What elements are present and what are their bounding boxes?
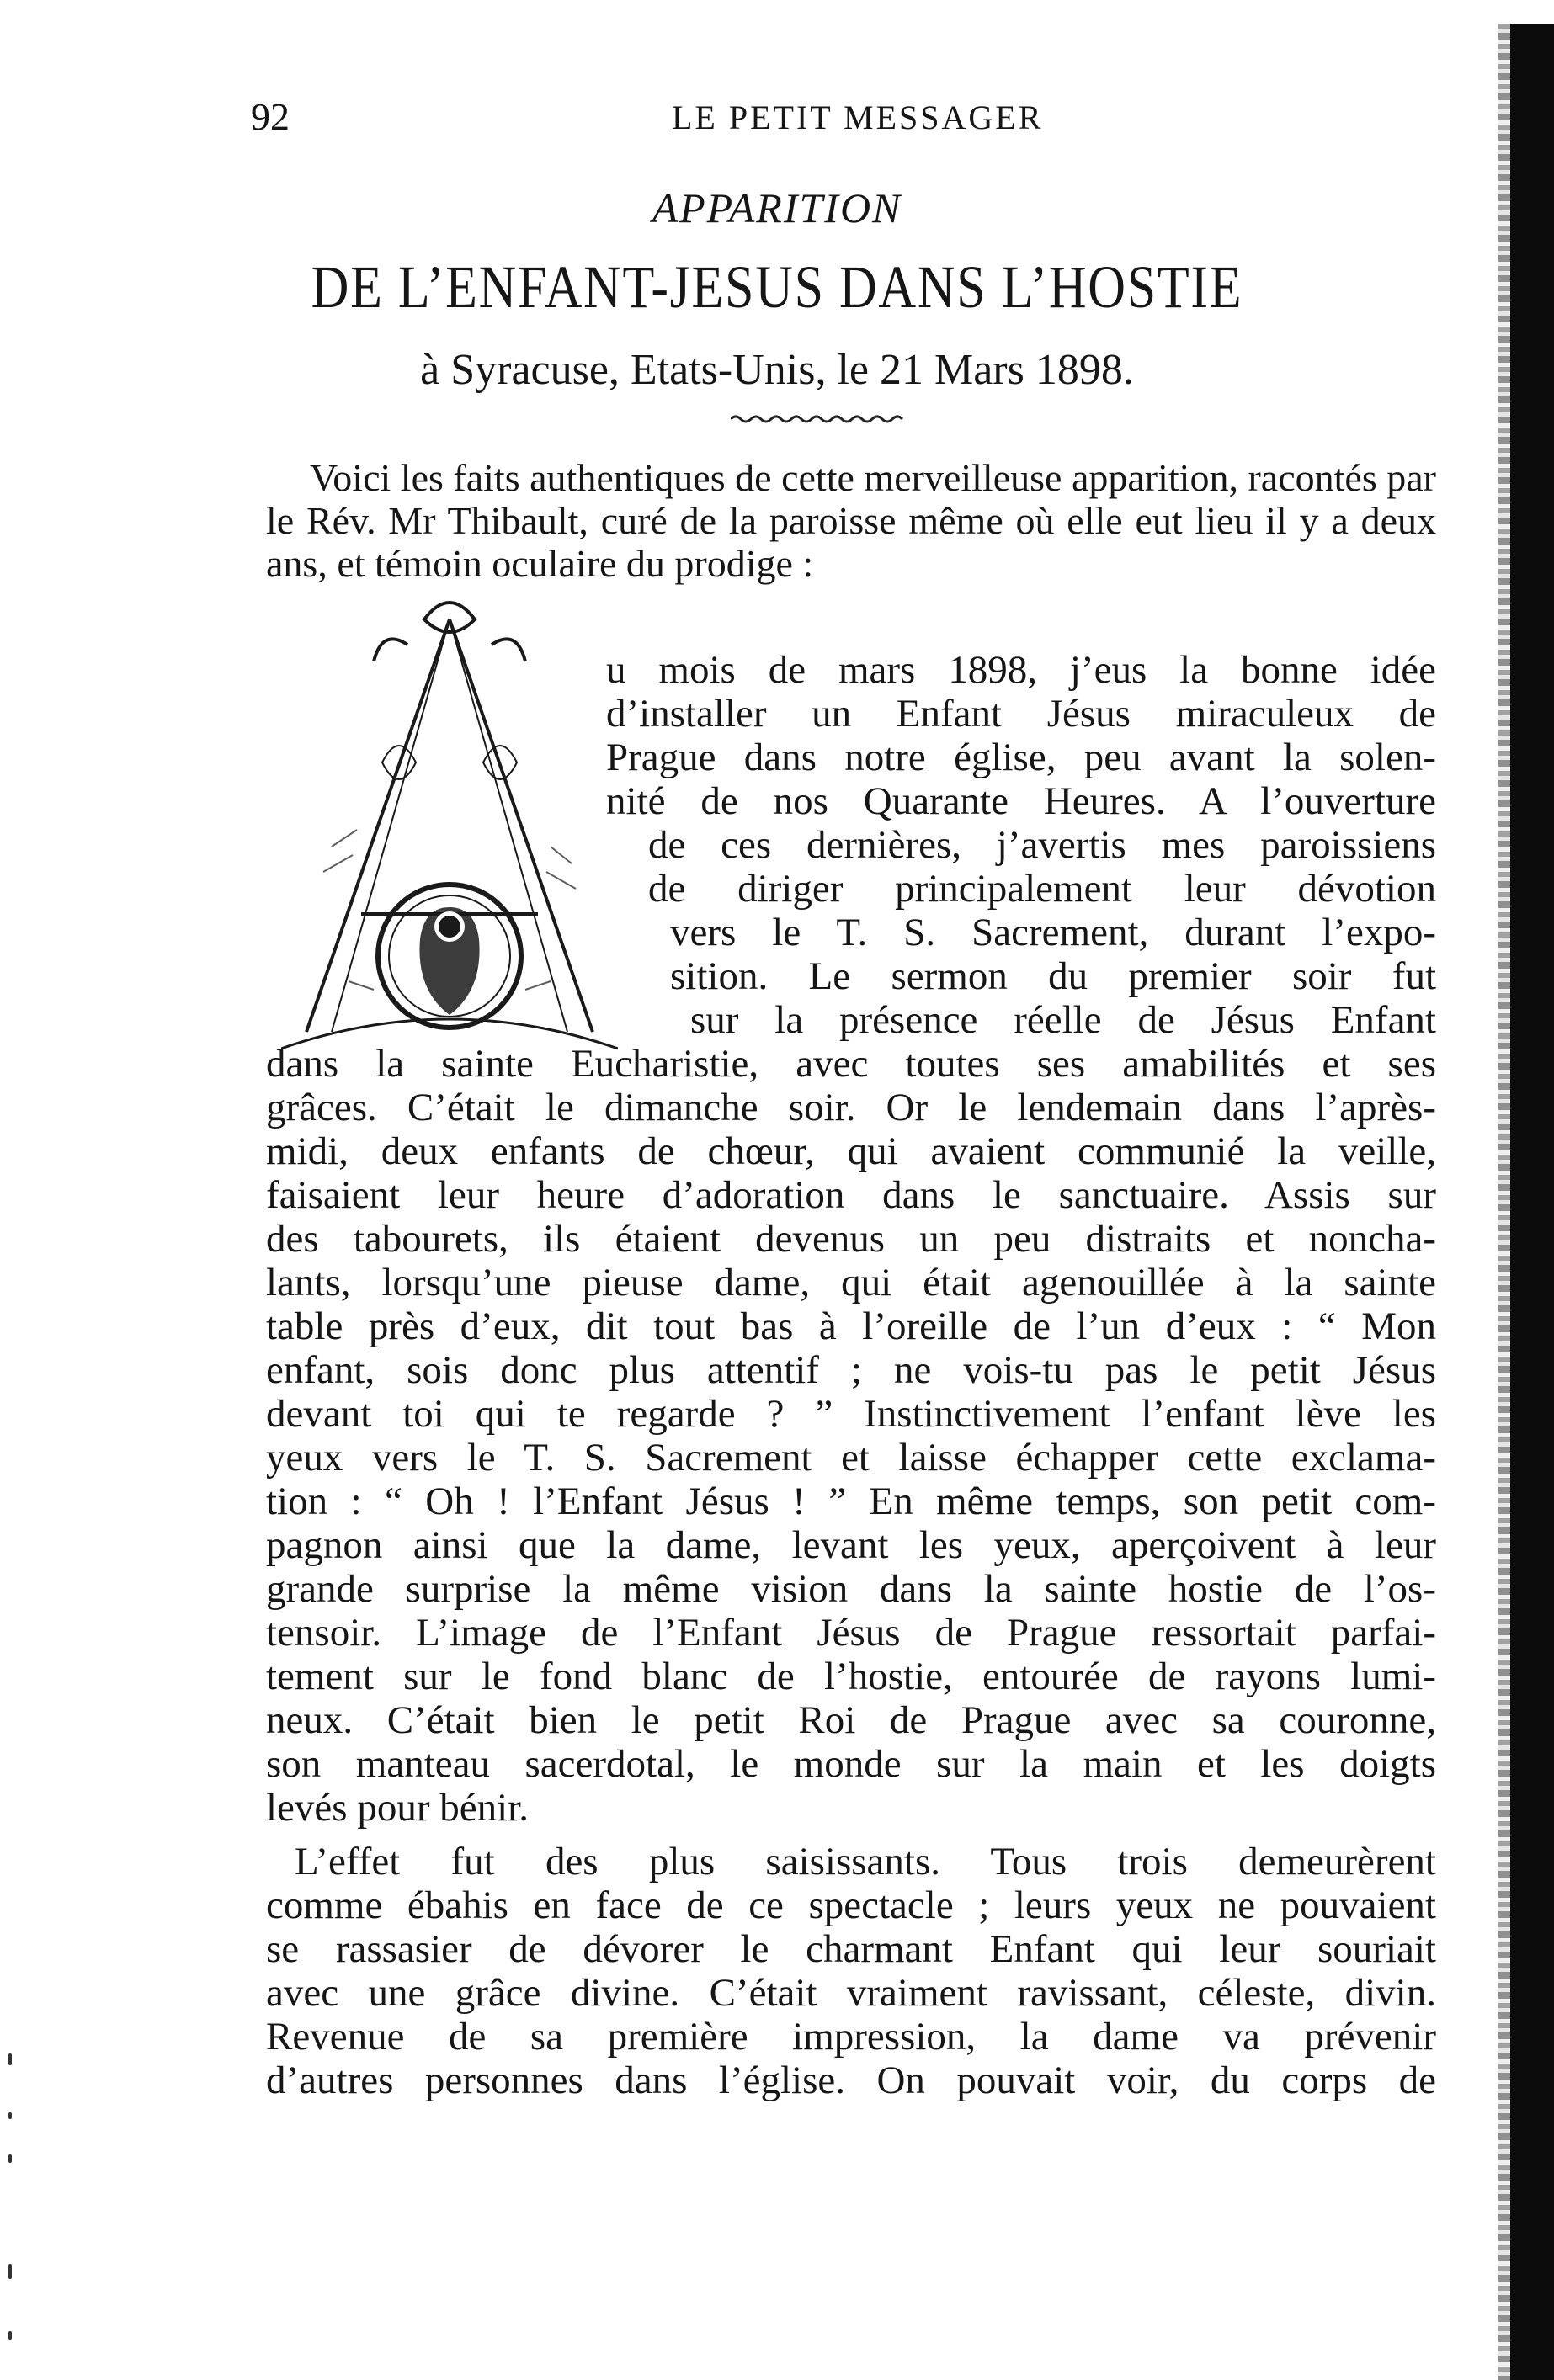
intro-text: Voici les faits authentiques de cette merveilleuse apparition, racontés par le Rév. Mr Thibault, curé de la paroisse même où elle eut lieu il y a deux ans, et témoin oculaire du prodige : <box>266 456 1436 585</box>
body-line: Revenue de sa première impression, la dame va prévenir <box>266 2015 1436 2059</box>
body-line: tement sur le fond blanc de l’hostie, entourée de rayons lumi- <box>266 1655 1436 1698</box>
intro-paragraph <box>266 456 1436 585</box>
body-line: grande surprise la même vision dans la sainte hostie de l’os- <box>266 1567 1436 1611</box>
body-line: son manteau sacerdotal, le monde sur la main et les doigts <box>266 1742 1436 1786</box>
page-number: 92 <box>251 95 290 138</box>
body-line: grâces. C’était le dimanche soir. Or le lendemain dans l’après- <box>266 1086 1436 1129</box>
article-dateline: à Syracuse, Etats-Unis, le 21 Mars 1898. <box>420 346 1134 394</box>
body-line: d’autres personnes dans l’église. On pouvait voir, du corps de <box>266 2059 1436 2102</box>
body-line: nité de nos Quarante Heures. A l’ouverture <box>606 779 1436 823</box>
body-line: des tabourets, ils étaient devenus un peu distraits et noncha- <box>266 1217 1436 1261</box>
body-line: se rassasier de dévorer le charmant Enfant qui leur souriait <box>266 1927 1436 1971</box>
body-line: midi, deux enfants de chœur, qui avaient communié la veille, <box>266 1129 1436 1173</box>
body-line: tensoir. L’image de l’Enfant Jésus de Prague ressortait parfai- <box>266 1611 1436 1655</box>
body-line: de diriger principalement leur dévotion <box>648 867 1436 911</box>
body-line: sition. Le sermon du premier soir fut <box>670 954 1436 998</box>
body-line: table près d’eux, dit tout bas à l’oreille de l’un d’eux : “ Mon <box>266 1304 1436 1348</box>
body-line: Prague dans notre église, peu avant la solen- <box>606 736 1436 779</box>
body-line: u mois de mars 1898, j’eus la bonne idée <box>606 648 1436 692</box>
ornament-rule <box>731 412 907 426</box>
article-kicker: APPARITION <box>652 184 902 231</box>
body-line: dans la sainte Eucharistie, avec toutes ses amabilités et ses <box>266 1042 1436 1086</box>
body-line: L’effet fut des plus saisissants. Tous trois demeurèrent <box>295 1840 1436 1883</box>
body-line: avec une grâce divine. C’était vraiment ravissant, céleste, divin. <box>266 1971 1436 2015</box>
decorative-initial-a-illustration <box>281 594 618 1065</box>
journal-title: LE PETIT MESSAGER <box>672 98 1044 136</box>
body-line: vers le T. S. Sacrement, durant l’expo- <box>670 911 1436 954</box>
body-line: sur la présence réelle de Jésus Enfant <box>690 998 1436 1042</box>
body-line: yeux vers le T. S. Sacrement et laisse échapper cette exclama- <box>266 1436 1436 1480</box>
body-line: lants, lorsqu’une pieuse dame, qui était agenouillée à la sainte <box>266 1261 1436 1304</box>
body-line: levés pour bénir. <box>266 1786 529 1830</box>
body-line: d’installer un Enfant Jésus miraculeux de <box>606 692 1436 736</box>
body-line: tion : “ Oh ! l’Enfant Jésus ! ” En même temps, son petit com- <box>266 1480 1436 1523</box>
body-line: faisaient leur heure d’adoration dans le sanctuaire. Assis sur <box>266 1173 1436 1217</box>
margin-specks <box>8 2053 15 2356</box>
article-title: DE L’ENFANT-JESUS DANS L’HOSTIE <box>311 253 1243 321</box>
body-line: pagnon ainsi que la dame, levant les yeux, aperçoivent à leur <box>266 1523 1436 1567</box>
running-head <box>251 94 1438 145</box>
body-line: enfant, sois donc plus attentif ; ne vois-tu pas le petit Jésus <box>266 1348 1436 1392</box>
body-line: neux. C’était bien le petit Roi de Prague avec sa couronne, <box>266 1698 1436 1742</box>
body-line: comme ébahis en face de ce spectacle ; leurs yeux ne pouvaient <box>266 1883 1436 1927</box>
body-line: de ces dernières, j’avertis mes paroissiens <box>648 823 1436 867</box>
body-line: devant toi qui te regarde ? ” Instinctivement l’enfant lève les <box>266 1392 1436 1436</box>
